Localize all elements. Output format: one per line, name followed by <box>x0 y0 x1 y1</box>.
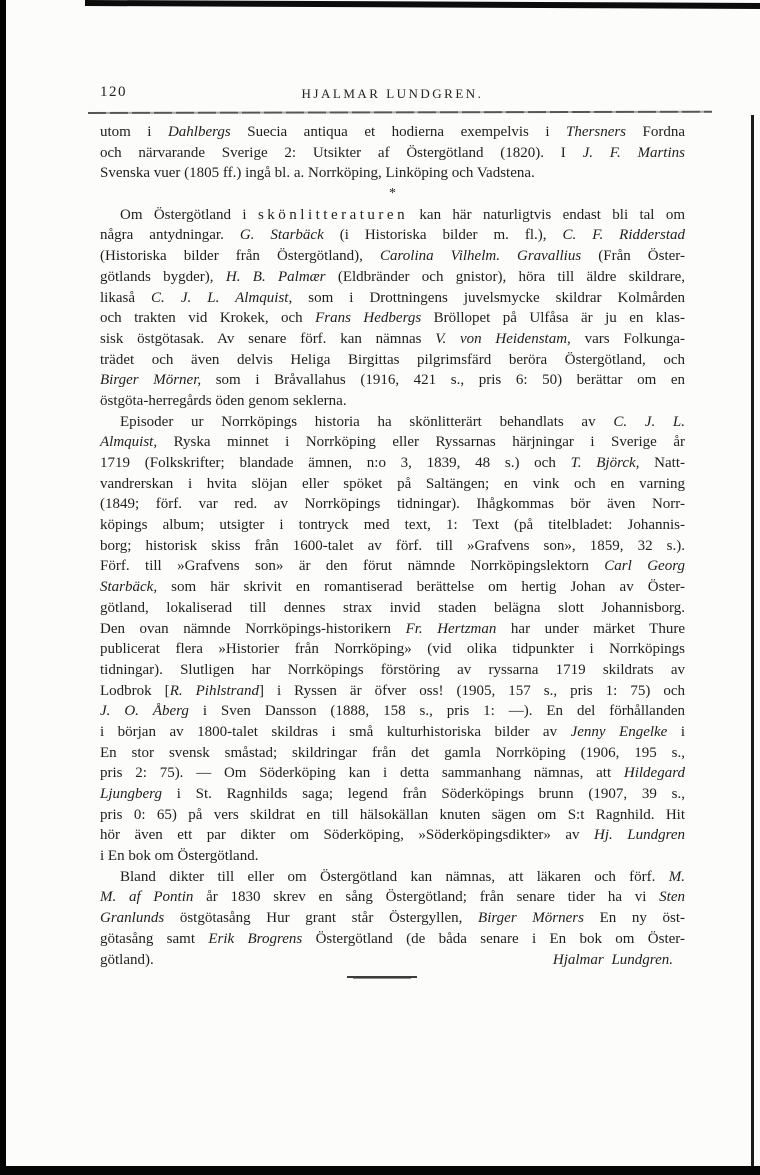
body-text: götasång samt <box>100 930 209 947</box>
italic-text: Ljungberg <box>100 786 162 802</box>
text-block <box>100 122 685 970</box>
italic-text: M. <box>668 868 685 885</box>
italic-text: V. von Heidenstam, <box>435 330 571 347</box>
body-text: En stor svensk småstad; skildringar från det gamla Norrköping (1906, 195 s., <box>100 744 685 761</box>
text-line <box>100 288 685 309</box>
body-text: Östergötland (de båda senare i En bok om Öster- <box>302 930 685 947</box>
italic-text: Carolina Vilhelm. Gravallius <box>379 248 582 265</box>
italic-text: C. F. Ridderstad <box>562 227 686 244</box>
italic-text: Thersners <box>566 124 627 140</box>
text-line <box>100 225 685 246</box>
body-text: som i Bråvallahus (1916, 421 s., pris 6: 50) berättar om en <box>201 372 685 389</box>
page-number: 120 <box>100 84 127 100</box>
text-line <box>100 598 685 619</box>
text-line <box>100 267 685 288</box>
text-line <box>100 536 685 557</box>
body-text: ] i Ryssen är öfver oss! (1905, 157 s., pris 1: 75) och <box>258 682 685 699</box>
italic-text: Granlunds <box>100 910 165 927</box>
end-rule <box>347 976 417 978</box>
italic-text: Hjalmar Lundgren. <box>552 951 673 968</box>
text-line <box>100 763 685 784</box>
text-line <box>100 205 685 226</box>
body-text: och trakten vid Krokek, och <box>100 310 316 327</box>
italic-text: J. F. Martins <box>582 144 685 161</box>
body-text: Natt- <box>639 455 686 471</box>
text-line <box>100 494 685 515</box>
italic-text: C. J. L. Almquist, <box>151 289 293 306</box>
text-line <box>100 122 685 143</box>
text-line <box>100 412 685 433</box>
italic-text: C. J. L. <box>613 413 685 430</box>
body-text: i St. Ragnhilds saga; legend från Söderköpings brunn (1907, 39 s., <box>161 786 685 802</box>
body-text: (Eldbränder och gnistor), höra till äldre skildrare, <box>325 268 686 285</box>
body-text: östgötasång Hur grant står Östergyllen, <box>164 910 479 927</box>
paragraph <box>100 205 685 412</box>
text-line <box>100 743 685 764</box>
body-text: Bröllopet på Ulfåsa är ju en klas- <box>421 310 685 327</box>
text-line <box>100 432 685 453</box>
body-text: och närvarande Sverige 2: Utsikter af Östergötland (1820). I <box>100 144 583 161</box>
body-text: vars Folkunga- <box>570 330 686 347</box>
text-line <box>100 908 685 929</box>
italic-text: J. O. Åberg <box>100 703 189 720</box>
body-text: publicerat flera »Historier från Norrköping» (vid olika tidpunkter i Norrköpings <box>100 641 685 658</box>
body-text: Den ovan nämnde Norrköpings-historikern <box>100 620 406 637</box>
scan-top-edge-artifact <box>85 0 760 9</box>
running-title: HJALMAR LUNDGREN. <box>301 86 484 101</box>
scan-left-edge-artifact <box>0 0 6 1175</box>
italic-text: Almquist, <box>100 434 158 451</box>
body-text: som här skrivit en romantiserad berättelse om hertig Johan av Öster- <box>157 579 685 596</box>
body-text: har under märket Thure <box>496 620 685 637</box>
text-line <box>100 556 685 577</box>
body-text: i början av 1800-talet skildras i små kulturhistoriska bilder av <box>100 723 571 740</box>
italic-text: Frans Hedbergs <box>315 310 422 327</box>
body-text: östgöta-herregårds öden genom seklerna. <box>100 392 347 409</box>
text-line <box>100 143 685 164</box>
header-rule <box>88 111 712 114</box>
body-text: sisk östgötasak. Av senare förf. kan nämnas <box>100 330 436 347</box>
text-line <box>100 391 685 412</box>
italic-text: Jenny Engelke <box>570 723 668 740</box>
body-text: vandrerskan i hvita slöjan eller spöket på Saltängen; en vink och en varning <box>100 475 685 492</box>
text-line <box>100 681 685 702</box>
body-text: köpings album; utsigter i tontryck med text, 1: Text (på titelbladet: Johannis- <box>100 517 685 534</box>
body-text: pris 0: 65) på vers skildrat en till hälsokällan knuten sägen om S:t Ragnhild. Hit <box>100 806 685 823</box>
text-line <box>100 805 685 826</box>
text-line <box>100 453 685 474</box>
italic-text: R. Pihlstrand <box>169 682 259 699</box>
text-line <box>100 701 685 722</box>
body-text: Svenska vuer (1805 ff.) ingå bl. a. Norrköping, Linköping och Vadstena. <box>100 165 535 182</box>
body-text: i En bok om Östergötland. <box>100 848 259 865</box>
italic-text: Fr. Hertzman <box>405 620 497 637</box>
body-text: Lodbrok [ <box>100 682 170 699</box>
text-line <box>100 929 685 950</box>
text-line <box>100 329 685 350</box>
italic-text: Birger Mörner, <box>100 372 202 389</box>
italic-text: T. Björck, <box>570 455 640 471</box>
body-text: trädet och även delvis Heliga Birgittas pilgrimsfärd beröra Östergötland, och <box>100 351 685 368</box>
italic-text: Dahlbergs <box>167 124 231 140</box>
italic-text: M. af Pontin <box>100 889 194 906</box>
body-text: i Sven Dansson (1888, 158 s., pris 1: —). En del förhållanden <box>188 703 685 720</box>
body-text: Bland dikter till eller om Östergötland kan nämnas, att läkaren och förf. <box>120 868 669 885</box>
text-line <box>100 887 685 908</box>
paragraph <box>100 122 685 184</box>
body-text: (Från Öster- <box>581 248 685 265</box>
body-text: Förf. till »Grafvens son» är den förut nämnde Norrköpingslektorn <box>100 558 605 575</box>
body-text: kan här naturligtvis endast bli tal om <box>408 206 685 223</box>
text-line <box>100 867 685 888</box>
body-text: 1719 (Folkskrifter; blandade ämnen, n:o 3, 1839, 48 s.) och <box>100 455 571 471</box>
italic-text: Starbäck, <box>100 579 158 596</box>
text-line <box>100 246 685 267</box>
text-line <box>100 950 685 971</box>
italic-text: Hj. Lundgren <box>594 827 686 844</box>
body-text: några antydningar. <box>100 227 240 244</box>
italic-text: Sten <box>659 889 685 906</box>
text-line <box>100 350 685 371</box>
paragraph <box>100 412 685 867</box>
body-text: En ny öst- <box>583 910 685 927</box>
body-text: (Historiska bilder från Östergötland), <box>100 248 380 265</box>
body-text: borg; historisk skiss från 1600-talet av förf. till »Grafvens son», 1859, 32 s.). <box>100 537 685 554</box>
body-text: skönlitteraturen <box>257 206 409 223</box>
body-text: götland, lokaliserad till dennes strax invid staden belägna slott Johannisborg. <box>100 599 685 616</box>
text-line <box>100 722 685 743</box>
section-separator-asterisk: * <box>389 186 396 202</box>
scan-bottom-edge-artifact <box>0 1166 760 1175</box>
body-text: götland). <box>100 951 154 968</box>
text-line <box>100 370 685 391</box>
text-line <box>100 660 685 681</box>
body-text: utom i <box>100 124 168 140</box>
author-signature <box>553 950 685 971</box>
text-line <box>100 474 685 495</box>
italic-text: Erik Brogrens <box>208 930 303 947</box>
text-line <box>100 639 685 660</box>
text-line <box>100 619 685 640</box>
text-line <box>100 784 685 805</box>
body-text: Ryska minnet i Norrköping eller Ryssarnas härjningar i Sverige år <box>157 434 685 451</box>
text-line <box>100 825 685 846</box>
body-text: år 1830 skrev en sång Östergötland; från senare tider ha vi <box>193 889 660 906</box>
body-text: hör även ett par dikter om Söderköping, »Söderköpingsdikter» av <box>100 827 594 844</box>
text-line <box>100 577 685 598</box>
italic-text: Carl Georg <box>604 558 685 575</box>
body-text: likaså <box>100 289 152 306</box>
italic-text: G. Starbäck <box>239 227 324 244</box>
body-text: i <box>667 723 685 740</box>
italic-text: Hildegard <box>623 765 685 782</box>
body-text: pris 2: 75). — Om Söderköping kan i detta sammanhang nämnas, att <box>100 765 624 782</box>
body-text: (1849; förf. var red. av Norrköpings tidningar). Ihågkommas bör även Norr- <box>100 496 685 513</box>
scan-right-edge-artifact <box>751 115 754 1175</box>
body-text: Episoder ur Norrköpings historia ha skönlitterärt behandlats av <box>120 413 614 430</box>
italic-text: Birger Mörners <box>478 910 584 927</box>
text-line <box>100 163 685 184</box>
body-text: som i Drottningens juvelsmycke skildrar Kolmården <box>292 289 685 306</box>
text-line <box>100 308 685 329</box>
text-line <box>100 846 685 867</box>
body-text: Om Östergötland i <box>120 206 258 223</box>
body-text: (i Historiska bilder m. fl.), <box>323 227 563 244</box>
body-text: götlands bygder), <box>100 268 226 285</box>
body-text: Fordna <box>626 124 686 140</box>
text-line <box>100 515 685 536</box>
body-text: Suecia antiqua et hodierna exempelvis i <box>230 124 567 140</box>
italic-text: H. B. Palmær <box>225 268 326 285</box>
body-text: tidningar). Slutligen har Norrköpings förstöring av ryssarna 1719 skildrats av <box>100 661 685 678</box>
paragraph <box>100 867 685 970</box>
